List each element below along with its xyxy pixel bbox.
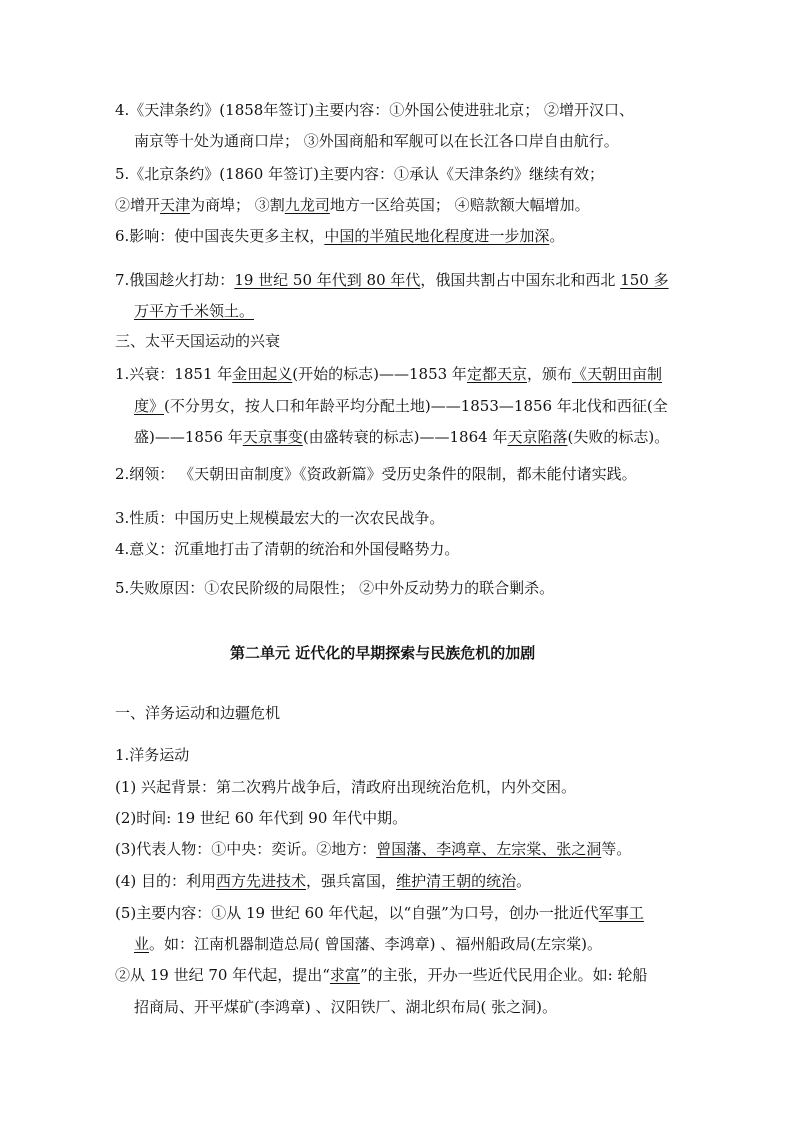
taiping-rise-line-1: 1.兴衰：1851 年金田起义(开始的标志)——1853 年定都天京，颁布《天朝田亩制 xyxy=(115,365,662,383)
figures-line: (3)代表人物：①中央：奕䜣。②地方：曾国藩、李鸿章、左宗棠、张之洞等。 xyxy=(115,840,632,858)
content-line-3: ②从 19 世纪 70 年代起，提出“求富”的主张，开办一些近代民用企业。如: 轮船 xyxy=(115,966,648,984)
treaty-tianjin-line-2: 南京等十处为通商口岸； ③外国商船和军舰可以在长江各口岸自由航行。 xyxy=(134,132,619,150)
russia-line-2: 万平方千米领土。 xyxy=(134,302,255,320)
section-heading-westernization: 一、洋务运动和边疆危机 xyxy=(115,704,281,722)
purpose-line: (4) 目的：利用西方先进技术，强兵富国，维护清王朝的统治。 xyxy=(115,872,532,890)
time-line: (2)时间: 19 世纪 60 年代到 90 年代中期。 xyxy=(115,809,408,827)
content-line-4: 招商局、开平煤矿(李鸿章) 、汉阳铁厂、湖北织布局( 张之洞)。 xyxy=(134,998,557,1016)
taiping-rise-line-2: 度》(不分男女，按人口和年龄平均分配土地)——1853—1856 年北伐和西征(全 xyxy=(134,397,668,415)
taiping-nature-line: 3.性质：中国历史上规模最宏大的一次农民战争。 xyxy=(115,509,445,527)
treaty-tianjin-line-1: 4.《天津条约》(1858年签订)主要内容：①外国公使进驻北京； ②增开汉口、 xyxy=(115,101,634,119)
impact-line: 6.影响：使中国丧失更多主权，中国的半殖民地化程度进一步加深。 xyxy=(115,227,565,245)
content-line-2: 业。如：江南机器制造总局( 曾国藩、李鸿章) 、福州船政局(左宗棠)。 xyxy=(134,935,602,953)
russia-line-1: 7.俄国趁火打劫：19 世纪 50 年代到 80 年代，俄国共割占中国东北和西北 150 多 xyxy=(115,271,669,289)
taiping-rise-line-3: 盛)——1856 年天京事变(由盛转衰的标志)——1864 年天京陷落(失败的标志)。 xyxy=(134,428,670,446)
content-line-1: (5)主要内容：①从 19 世纪 60 年代起，以“自强”为口号，创办一批近代军事工 xyxy=(115,904,644,922)
treaty-beijing-line-1: 5.《北京条约》(1860 年签订)主要内容：①承认《天津条约》继续有效； xyxy=(115,165,604,183)
taiping-failure-line: 5.失败原因：①农民阶级的局限性； ②中外反动势力的联合剿杀。 xyxy=(115,579,555,597)
unit-title: 第二单元 近代化的早期探索与民族危机的加剧 xyxy=(230,644,536,662)
subsection-heading: 1.洋务运动 xyxy=(115,746,190,764)
section-heading-taiping: 三、太平天国运动的兴衰 xyxy=(115,332,281,350)
taiping-significance-line: 4.意义：沉重地打击了清朝的统治和外国侵略势力。 xyxy=(115,540,460,558)
taiping-program-line: 2.纲领： 《天朝田亩制度》《资政新篇》受历史条件的限制，都未能付诸实践。 xyxy=(115,465,637,483)
background-line: (1) 兴起背景：第二次鸦片战争后，清政府出现统治危机，内外交困。 xyxy=(115,778,577,796)
treaty-beijing-line-2: ②增开天津为商埠； ③割九龙司地方一区给英国； ④赔款额大幅增加。 xyxy=(115,196,590,214)
